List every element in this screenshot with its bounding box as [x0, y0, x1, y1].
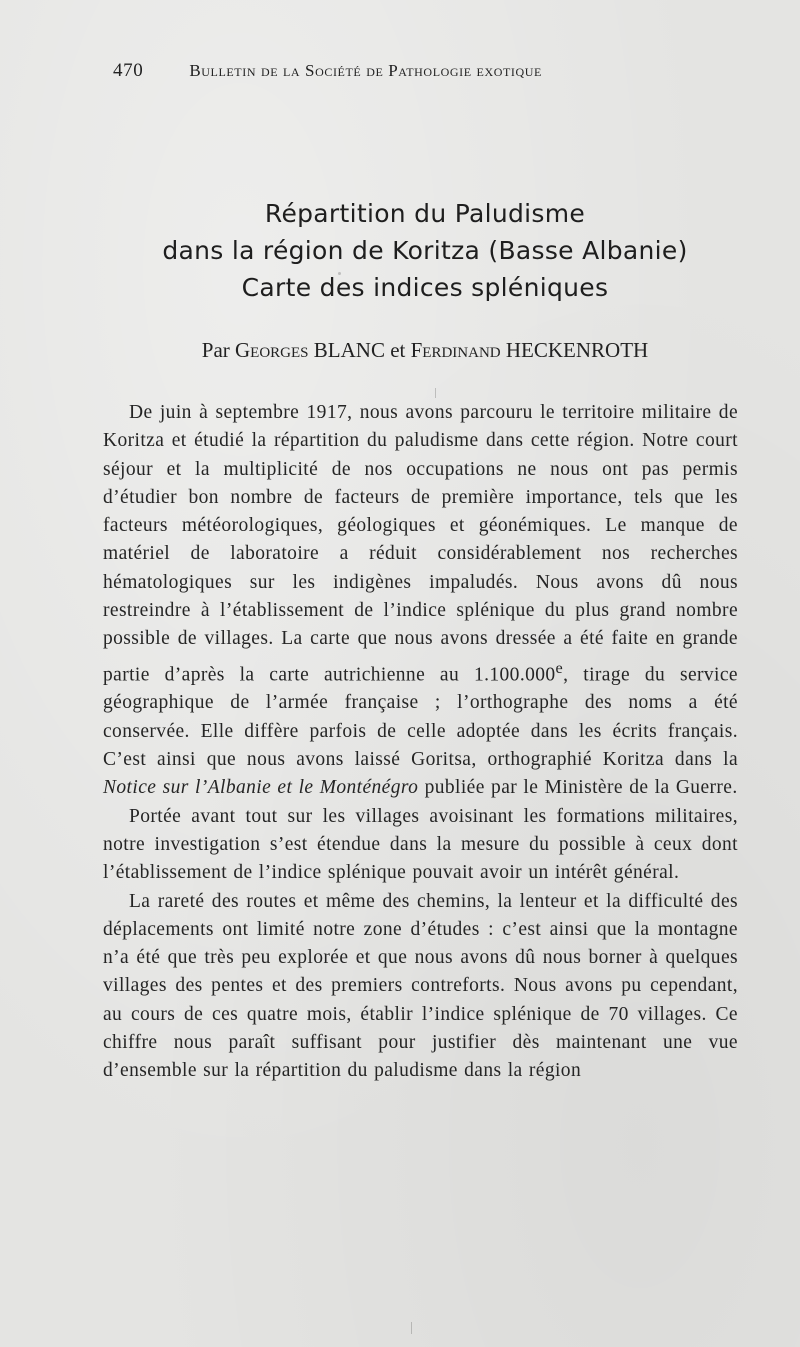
- paragraph-1-part-b: , tirage du service géographique de l’armée française ; l’orthographe des noms a été conservée. Elle diffère parfois de celle adoptée dans les écrits français. C’est ainsi que nous avons laissé Goritsa, orthographié Koritza dans la: [103, 664, 738, 771]
- paragraph-2: Portée avant tout sur les villages avoisinant les formations militaires, notre investigation s’est étendue dans la mesure du possible à ceux dont l’établissement de l’indice splénique pouvait avoir un intérêt général.: [103, 805, 738, 884]
- author-1-first-name: Georges: [235, 338, 309, 362]
- scan-speck: [411, 1322, 412, 1334]
- byline-prefix: Par: [201, 338, 230, 362]
- title-line-1: Répartition du Paludisme: [264, 199, 586, 228]
- article-body: [103, 399, 738, 1086]
- author-2-last-name: HECKENROTH: [505, 338, 649, 362]
- byline-conjunction: et: [390, 338, 406, 362]
- paragraph-1-italic-title: Notice sur l’Albanie et le Monténégro: [103, 777, 419, 799]
- author-2-first-name: Ferdinand: [410, 338, 501, 362]
- title-line-3: Carte des indices spléniques: [241, 273, 609, 302]
- author-1-last-name: BLANC: [313, 338, 385, 362]
- journal-name: Bulletin de la Société de Pathologie exotique: [189, 61, 542, 80]
- paragraph-3: La rareté des routes et même des chemins, la lenteur et la difficulté des déplacements ont limité notre zone d’études : c’est ainsi que la montagne n’a été que très peu explorée et que nous avons dû nous borner à quelques villages des pentes et des premiers contreforts. Nous avons pu cependant, au cours de ces quatre mois, établir l’indice splénique de 70 villages. Ce chiffre nous paraît suffisant pour justifier dès maintenant une vue d’ensemble sur la répartition du paludisme dans la région: [103, 890, 738, 1082]
- running-header: [113, 60, 653, 90]
- author-byline: [80, 338, 770, 363]
- paragraph-1-superscript: e: [555, 658, 564, 677]
- paragraph-1-part-c: publiée par le Ministère de la Guerre.: [418, 777, 738, 799]
- scan-speck: [338, 272, 341, 275]
- title-line-2: dans la région de Koritza (Basse Albanie): [162, 236, 688, 265]
- scan-speck: [435, 388, 436, 398]
- article-title: [80, 195, 770, 306]
- paragraph-1-part-a: De juin à septembre 1917, nous avons parcouru le territoire militaire de Koritza et étudié la répartition du paludisme dans cette région. Notre court séjour et la multiplicité de nos occupations ne nous ont pas permis d’étudier bon nombre de facteurs de première importance, tels que les facteurs météorologiques, géologiques et géonémiques. Le manque de matériel de laboratoire a réduit considérablement nos recherches hématologiques sur les indigènes impaludés. Nous avons dû nous restreindre à l’établissement de l’indice splénique du plus grand nombre possible de villages. La carte que nous avons dressée a été faite en grande partie d’après la carte autrichienne au 1.100.000: [103, 402, 738, 686]
- paragraph-1: [103, 399, 738, 803]
- page-number: 470: [113, 60, 144, 81]
